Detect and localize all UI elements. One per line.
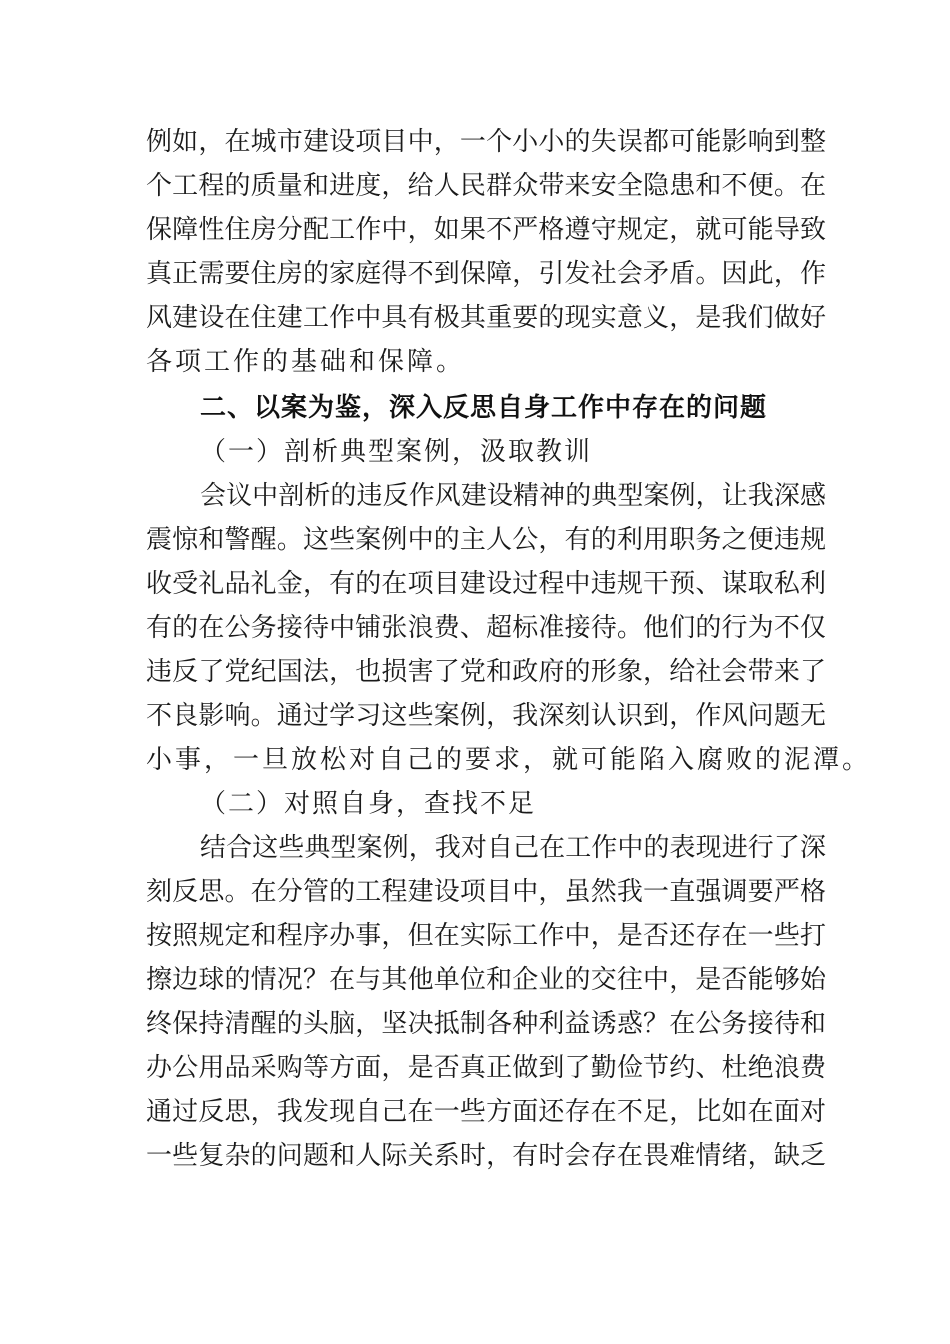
subsection-title: （二）对照自身，查找不足 [200,789,537,819]
paragraph-line: 一些复杂的问题和人际关系时，有时会存在畏难情绪，缺乏 [146,1141,826,1171]
paragraph-line: 不良影响。通过学习这些案例，我深刻认识到，作风问题无 [146,701,826,731]
paragraph-line: 违反了党纪国法，也损害了党和政府的形象，给社会带来了 [146,657,826,687]
paragraph-line: 风建设在住建工作中具有极其重要的现实意义，是我们做好 [146,303,826,333]
paragraph-line: 会议中剖析的违反作风建设精神的典型案例，让我深感 [200,481,826,511]
paragraph-line: 有的在公务接待中铺张浪费、超标准接待。他们的行为不仅 [146,613,826,643]
paragraph-line: 例如，在城市建设项目中，一个小小的失误都可能影响到整 [146,127,826,157]
paragraph-line: 终保持清醒的头脑，坚决抵制各种利益诱惑？在公务接待和 [146,1009,826,1039]
section-heading: 二、以案为鉴，深入反思自身工作中存在的问题 [200,393,768,423]
paragraph-line: 办公用品采购等方面，是否真正做到了勤俭节约、杜绝浪费 [146,1053,826,1083]
paragraph-line: 各项工作的基础和保障。 [146,347,466,377]
paragraph-line: 结合这些典型案例，我对自己在工作中的表现进行了深 [200,833,826,863]
paragraph-line: 震惊和警醒。这些案例中的主人公，有的利用职务之便违规 [146,525,826,555]
paragraph-line: 保障性住房分配工作中，如果不严格遵守规定，就可能导致 [146,215,826,245]
paragraph-line: 刻反思。在分管的工程建设项目中，虽然我一直强调要严格 [146,877,826,907]
paragraph-line: 收受礼品礼金，有的在项目建设过程中违规干预、谋取私利 [146,569,826,599]
paragraph-line: 通过反思，我发现自己在一些方面还存在不足，比如在面对 [146,1097,826,1127]
paragraph-line: 按照规定和程序办事，但在实际工作中，是否还存在一些打 [146,921,826,951]
paragraph-line: 个工程的质量和进度，给人民群众带来安全隐患和不便。在 [146,171,826,201]
subsection-title: （一）剖析典型案例，汲取教训 [200,437,593,467]
paragraph-line: 小事，一旦放松对自己的要求，就可能陷入腐败的泥潭。 [146,745,872,775]
paragraph-line: 擦边球的情况？在与其他单位和企业的交往中，是否能够始 [146,965,826,995]
paragraph-line: 真正需要住房的家庭得不到保障，引发社会矛盾。因此，作 [146,259,826,289]
